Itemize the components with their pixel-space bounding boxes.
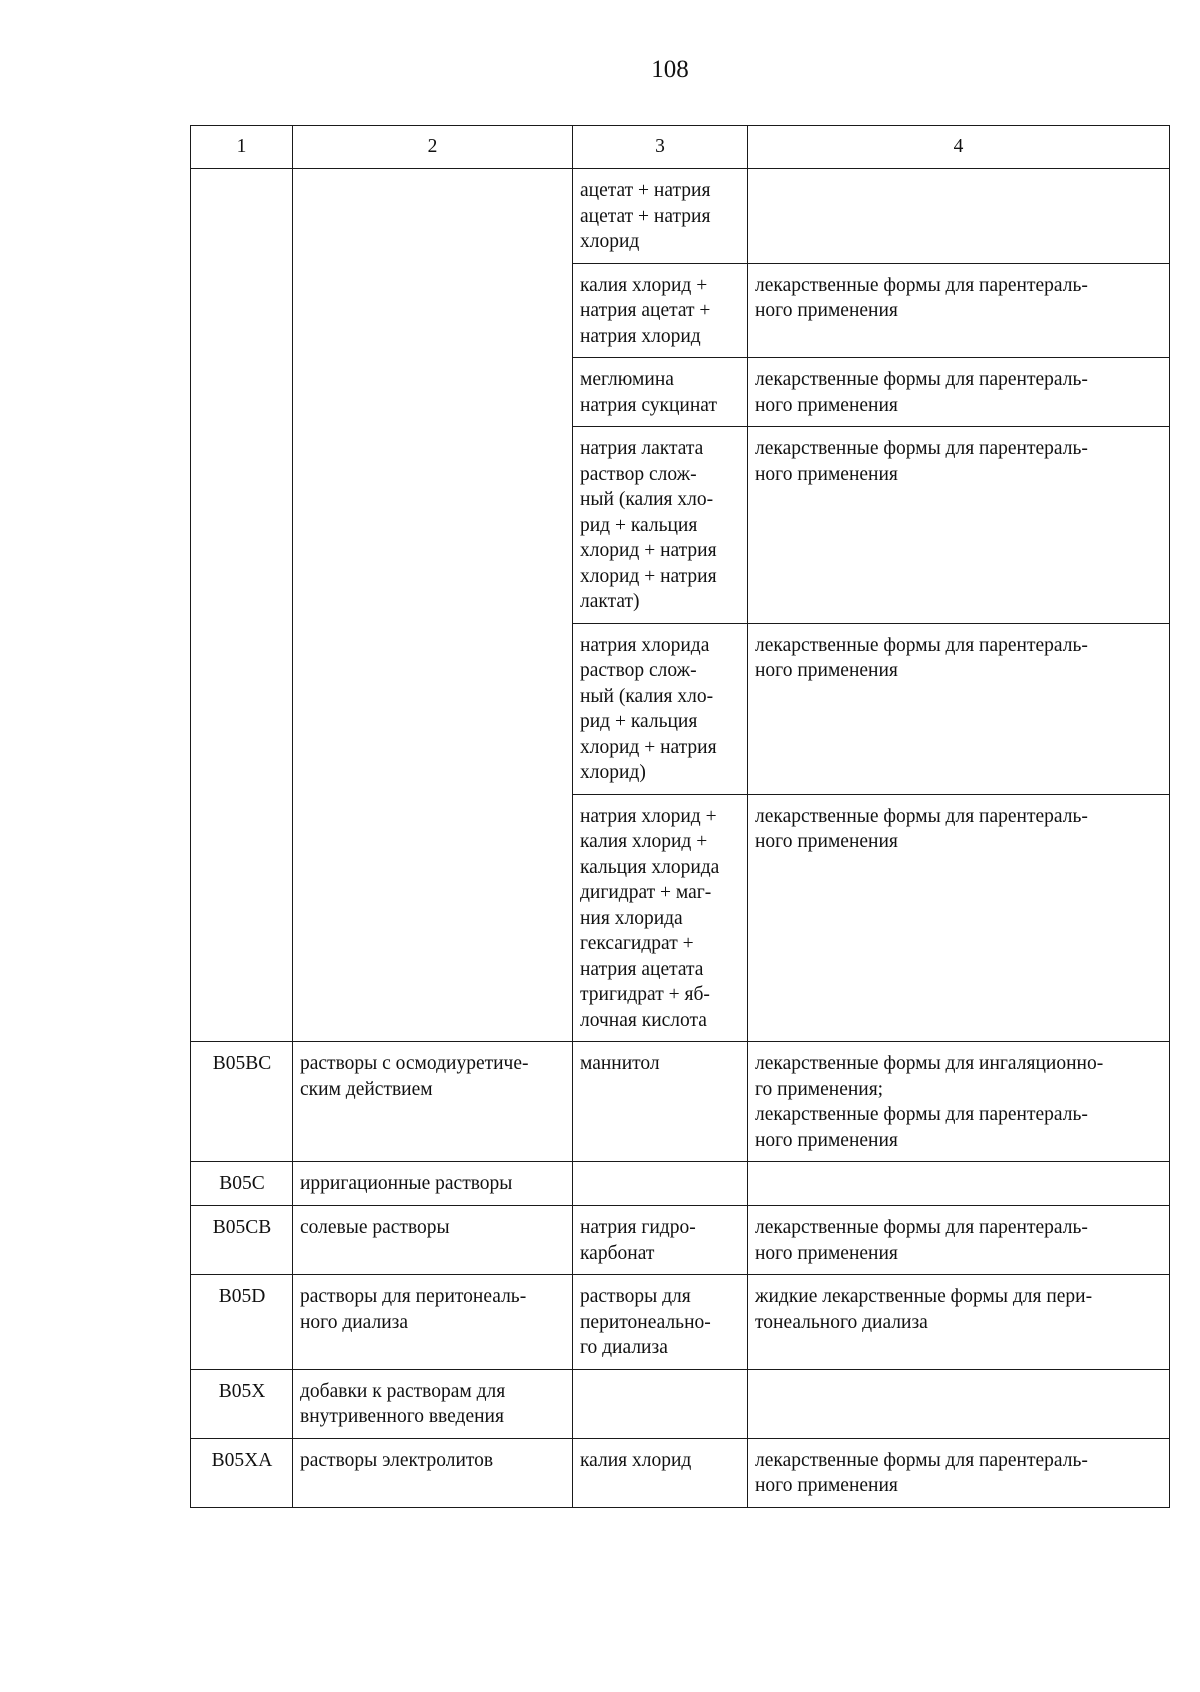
table-row <box>191 1206 1170 1275</box>
substance-line: лочная кислота <box>580 1009 707 1031</box>
table-body <box>191 126 1170 1508</box>
column-header: 3 <box>573 126 748 169</box>
substance-line: меглюмина <box>580 369 674 390</box>
substance-cell <box>573 169 748 264</box>
substance-cell <box>573 1275 748 1370</box>
substance-line: го диализа <box>580 1337 668 1358</box>
dosage-form-line: ного применения <box>755 1475 898 1496</box>
table-row <box>191 1438 1170 1507</box>
substance-line: карбонат <box>580 1242 655 1264</box>
dosage-form-cell <box>748 1042 1170 1162</box>
group-name-cell <box>293 1042 573 1162</box>
substance-line: натрия сукцинат <box>580 394 717 416</box>
group-cell-empty <box>293 169 573 1042</box>
dosage-form-line: ного применения <box>755 1242 898 1264</box>
substance-cell <box>573 623 748 794</box>
substance-cell <box>573 1162 748 1206</box>
substance-cell <box>573 358 748 427</box>
dosage-form-line: лекарственные формы для парентераль- <box>755 634 1088 656</box>
code-cell-empty <box>191 169 293 1042</box>
dosage-form-line: ного применения <box>755 394 898 416</box>
substance-cell <box>573 794 748 1042</box>
substance-line: хлорид) <box>580 762 646 783</box>
dosage-form-line: лекарственные формы для ингаляционно- <box>755 1053 1104 1074</box>
dosage-form-cell <box>748 1275 1170 1370</box>
group-name-cell <box>293 1369 573 1438</box>
substance-line: рид + кальция <box>580 514 698 536</box>
group-name-cell <box>293 1275 573 1370</box>
substance-line: раствор слож- <box>580 660 697 681</box>
dosage-form-line: жидкие лекарственные формы для пери- <box>755 1286 1093 1307</box>
substance-line: гексагидрат + <box>580 933 694 954</box>
dosage-form-line: лекарственные формы для парентераль- <box>755 274 1088 296</box>
dosage-form-line: ного применения <box>755 463 898 485</box>
dosage-form-line: ного применения <box>755 300 898 321</box>
atc-code-cell: B05XA <box>191 1438 293 1507</box>
atc-code-cell: B05BC <box>191 1042 293 1162</box>
group-name-line: растворы с осмодиуретиче- <box>300 1053 529 1074</box>
atc-code-cell: B05C <box>191 1162 293 1206</box>
atc-code-cell: B05X <box>191 1369 293 1438</box>
substance-line: калия хлорид + <box>580 831 708 852</box>
table-row <box>191 1369 1170 1438</box>
column-header: 2 <box>293 126 573 169</box>
substance-cell <box>573 1206 748 1275</box>
dosage-form-cell <box>748 169 1170 264</box>
dosage-form-line: ного применения <box>755 660 898 681</box>
dosage-form-line: лекарственные формы для парентераль- <box>755 1449 1088 1471</box>
substance-line: хлорид <box>580 231 640 252</box>
substance-cell <box>573 1369 748 1438</box>
dosage-form-cell <box>748 794 1170 1042</box>
group-name-line: растворы электролитов <box>300 1449 494 1471</box>
dosage-form-line: лекарственные формы для парентераль- <box>755 438 1088 459</box>
group-name-cell <box>293 1206 573 1275</box>
dosage-form-cell <box>748 1369 1170 1438</box>
substance-cell <box>573 263 748 358</box>
dosage-form-line: лекарственные формы для парентераль- <box>755 1217 1088 1238</box>
substance-cell <box>573 1438 748 1507</box>
substance-line: натрия лактата <box>580 438 704 459</box>
group-name-line: ного диализа <box>300 1311 409 1333</box>
substance-line: ацетат + натрия <box>580 180 711 201</box>
substance-line: кальция хлорида <box>580 856 720 878</box>
dosage-form-cell <box>748 263 1170 358</box>
substance-line: натрия ацетат + <box>580 300 711 321</box>
table-row <box>191 1275 1170 1370</box>
dosage-form-cell <box>748 623 1170 794</box>
dosage-form-line: лекарственные формы для парентераль- <box>755 369 1088 390</box>
dosage-form-cell <box>748 427 1170 624</box>
group-name-cell <box>293 1438 573 1507</box>
substance-line: хлорид + натрия <box>580 540 717 561</box>
dosage-form-line: тонеального диализа <box>755 1311 928 1333</box>
substance-line: тригидрат + яб- <box>580 984 710 1005</box>
dosage-form-line: го применения; <box>755 1078 884 1100</box>
substance-line: раствор слож- <box>580 463 697 485</box>
dosage-form-line: ного применения <box>755 1129 898 1151</box>
group-name-line: добавки к растворам для <box>300 1380 506 1402</box>
group-name-line: ирригационные растворы <box>300 1173 513 1194</box>
substance-line: калия хлорид <box>580 1449 692 1471</box>
substance-line: хлорид + натрия <box>580 565 717 587</box>
substance-line: ный (калия хло- <box>580 685 714 707</box>
substance-line: натрия хлорида <box>580 634 710 656</box>
substance-line: калия хлорид + <box>580 274 708 296</box>
group-name-line: внутривенного введения <box>300 1406 504 1427</box>
table-header-row <box>191 126 1170 169</box>
substance-line: натрия хлорид + <box>580 805 717 827</box>
substance-line: ния хлорида <box>580 907 683 929</box>
dosage-form-cell <box>748 1438 1170 1507</box>
dosage-form-cell <box>748 1206 1170 1275</box>
group-name-cell <box>293 1162 573 1206</box>
dosage-form-line: ного применения <box>755 831 898 852</box>
dosage-form-cell <box>748 1162 1170 1206</box>
substance-line: ацетат + натрия <box>580 205 711 227</box>
table-row <box>191 169 1170 264</box>
column-header: 4 <box>748 126 1170 169</box>
substance-line: хлорид + натрия <box>580 736 717 758</box>
group-name-line: растворы для перитонеаль- <box>300 1286 527 1307</box>
atc-code-cell: B05D <box>191 1275 293 1370</box>
substance-line: натрия хлорид <box>580 325 701 347</box>
table-row <box>191 1162 1170 1206</box>
substance-line: натрия гидро- <box>580 1217 696 1238</box>
substance-line: дигидрат + маг- <box>580 882 712 903</box>
group-name-line: ским действием <box>300 1078 433 1100</box>
substance-cell <box>573 1042 748 1162</box>
substance-cell <box>573 427 748 624</box>
substance-line: натрия ацетата <box>580 958 704 980</box>
dosage-form-line: лекарственные формы для парентераль- <box>755 805 1088 827</box>
substance-line: рид + кальция <box>580 711 698 732</box>
group-name-line: солевые растворы <box>300 1217 450 1238</box>
substance-line: перитонеально- <box>580 1311 711 1333</box>
page-number: 108 <box>651 56 689 83</box>
substance-line: ный (калия хло- <box>580 489 714 510</box>
column-header: 1 <box>191 126 293 169</box>
substance-line: маннитол <box>580 1053 660 1074</box>
table-row <box>191 1042 1170 1162</box>
atc-code-cell: B05CB <box>191 1206 293 1275</box>
substance-line: лактат) <box>580 591 640 612</box>
dosage-form-cell <box>748 358 1170 427</box>
dosage-form-line: лекарственные формы для парентераль- <box>755 1104 1088 1125</box>
substance-line: растворы для <box>580 1286 691 1307</box>
drug-classification-table <box>190 125 1170 1508</box>
